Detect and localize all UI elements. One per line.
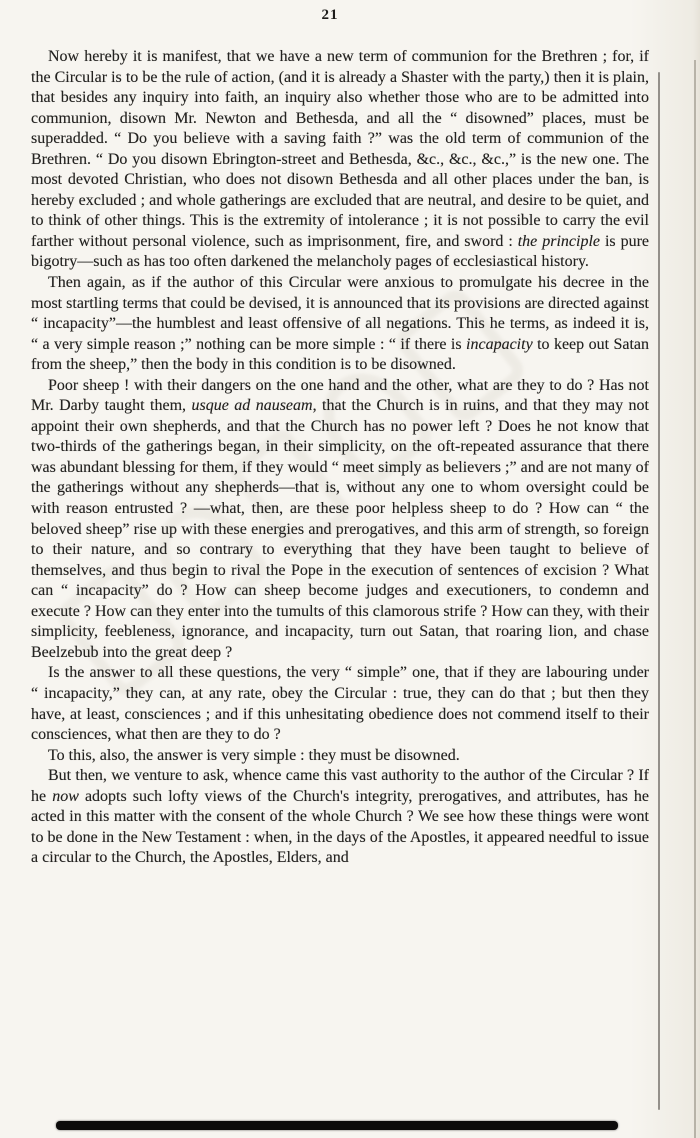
text-run: Poor sheep ! with their dangers on the one hand and the other, what are they to do ? Has not Mr. Darby taught them, [31, 376, 649, 415]
paragraph [31, 47, 649, 273]
italic-run: the principle [517, 232, 600, 250]
text-run: Now hereby it is manifest, that we have a new term of communion for the Brethren ; for, if the Circular is to be the rule of action, (and it is already a Shaster with the party,) then it is plain, that besides any inquiry into faith, an inquiry also whether those who are to be admitted into communion, disown Mr. Newton and Bethesda, and all the “ disowned” places, must be superadded. “ Do you believe with a saving faith ?” was the old term of communion of the Brethren. “ Do you disown Ebrington-street and Bethesda, &c., &c., &c.,” is the new one. The most devoted Christian, who does not disown Bethesda and all other places under the ban, is hereby excluded ; and whole gatherings are excluded that are neutral, and desire to be quiet, and to think of other things. This is the extremity of intolerance ; it is not possible to carry the evil farther without personal violence, such as imprisonment, fire, and sword : [31, 48, 649, 250]
text-run: adopts such lofty views of the Church's integrity, prerogatives, and attributes, has he acted in this matter with the consent of the whole Church ? We see how these things were wont to be done in the New Testament : when, in the days of the Apostles, it appeared needful to issue a circular to the Church, the Apostles, Elders, and [31, 787, 649, 867]
text-run: , that the Church is in ruins, and that they may not appoint their own shepherds, and that the Church has no power left ? Does he not know that two-thirds of the gatherings began, in their simplicity, on the oft-repeated assurance that there was abundant blessing for them, if they would “ meet simply as believers ;” and are not many of the gatherings without any shepherds—that is, without any one to whom oversight could be with reason entrusted ? —what, then, are these poor helpless sheep to do ? How can “ the beloved sheep” rise up with these energies and prerogatives, and this arm of strength, so foreign to their nature, and so contrary to everything that they have been taught to believe of themselves, and thus begin to rival the Pope in the execution of sentences of excision ? What can “ incapacity” do ? How can sheep become judges and executioners, to condemn and execute ? How can they enter into the tumults of this clamorous strife ? How can they, with their simplicity, feebleness, ignorance, and incapacity, turn out Satan, that roaring lion, and chase Beelzebub into the great deep ? [31, 397, 649, 661]
paragraph [31, 273, 649, 376]
scan-edge-line-outer [694, 60, 696, 1138]
paragraph [31, 376, 649, 664]
scan-edge-line-inner [658, 72, 660, 1110]
page-number: 21 [321, 7, 339, 23]
paragraph [31, 766, 649, 869]
text-run: But then, we venture to ask, whence came this vast authority to the author of the Circular ? If he [31, 767, 649, 805]
italic-run: usque ad nauseam [191, 397, 313, 415]
text-run: To this, also, the answer is very simple : they must be disowned. [48, 746, 460, 764]
text-run: is pure bigotry—such as has too often darkened the melancholy pages of ecclesiastical history. [31, 232, 649, 271]
text-run: to keep out Satan from the sheep,” then the body in this condition is to be disowned. [31, 335, 649, 374]
text-block [31, 47, 649, 869]
text-run: Then again, as if the author of this Circular were anxious to promulgate his decree in the most startling terms that could be devised, it is announced that its provisions are directed against “ incapacity”—the humblest and least offensive of all negations. This he terms, as indeed it is, “ a very simple reason ;” nothing can be more simple : “ if there is [31, 274, 649, 353]
paragraph [31, 746, 649, 767]
scan-artifact-bottom-bar [56, 1121, 618, 1130]
paragraph [31, 663, 649, 745]
text-run: Is the answer to all these questions, the very “ simple” one, that if they are labouring under “ incapacity,” they can, at any rate, obey the Circular : true, they can do that ; but then they have, at least, consciences ; and if this unhesitating obedience does not commend itself to their consciences, what then are they to do ? [31, 664, 649, 744]
italic-run: incapacity [466, 335, 533, 353]
italic-run: now [52, 787, 79, 805]
